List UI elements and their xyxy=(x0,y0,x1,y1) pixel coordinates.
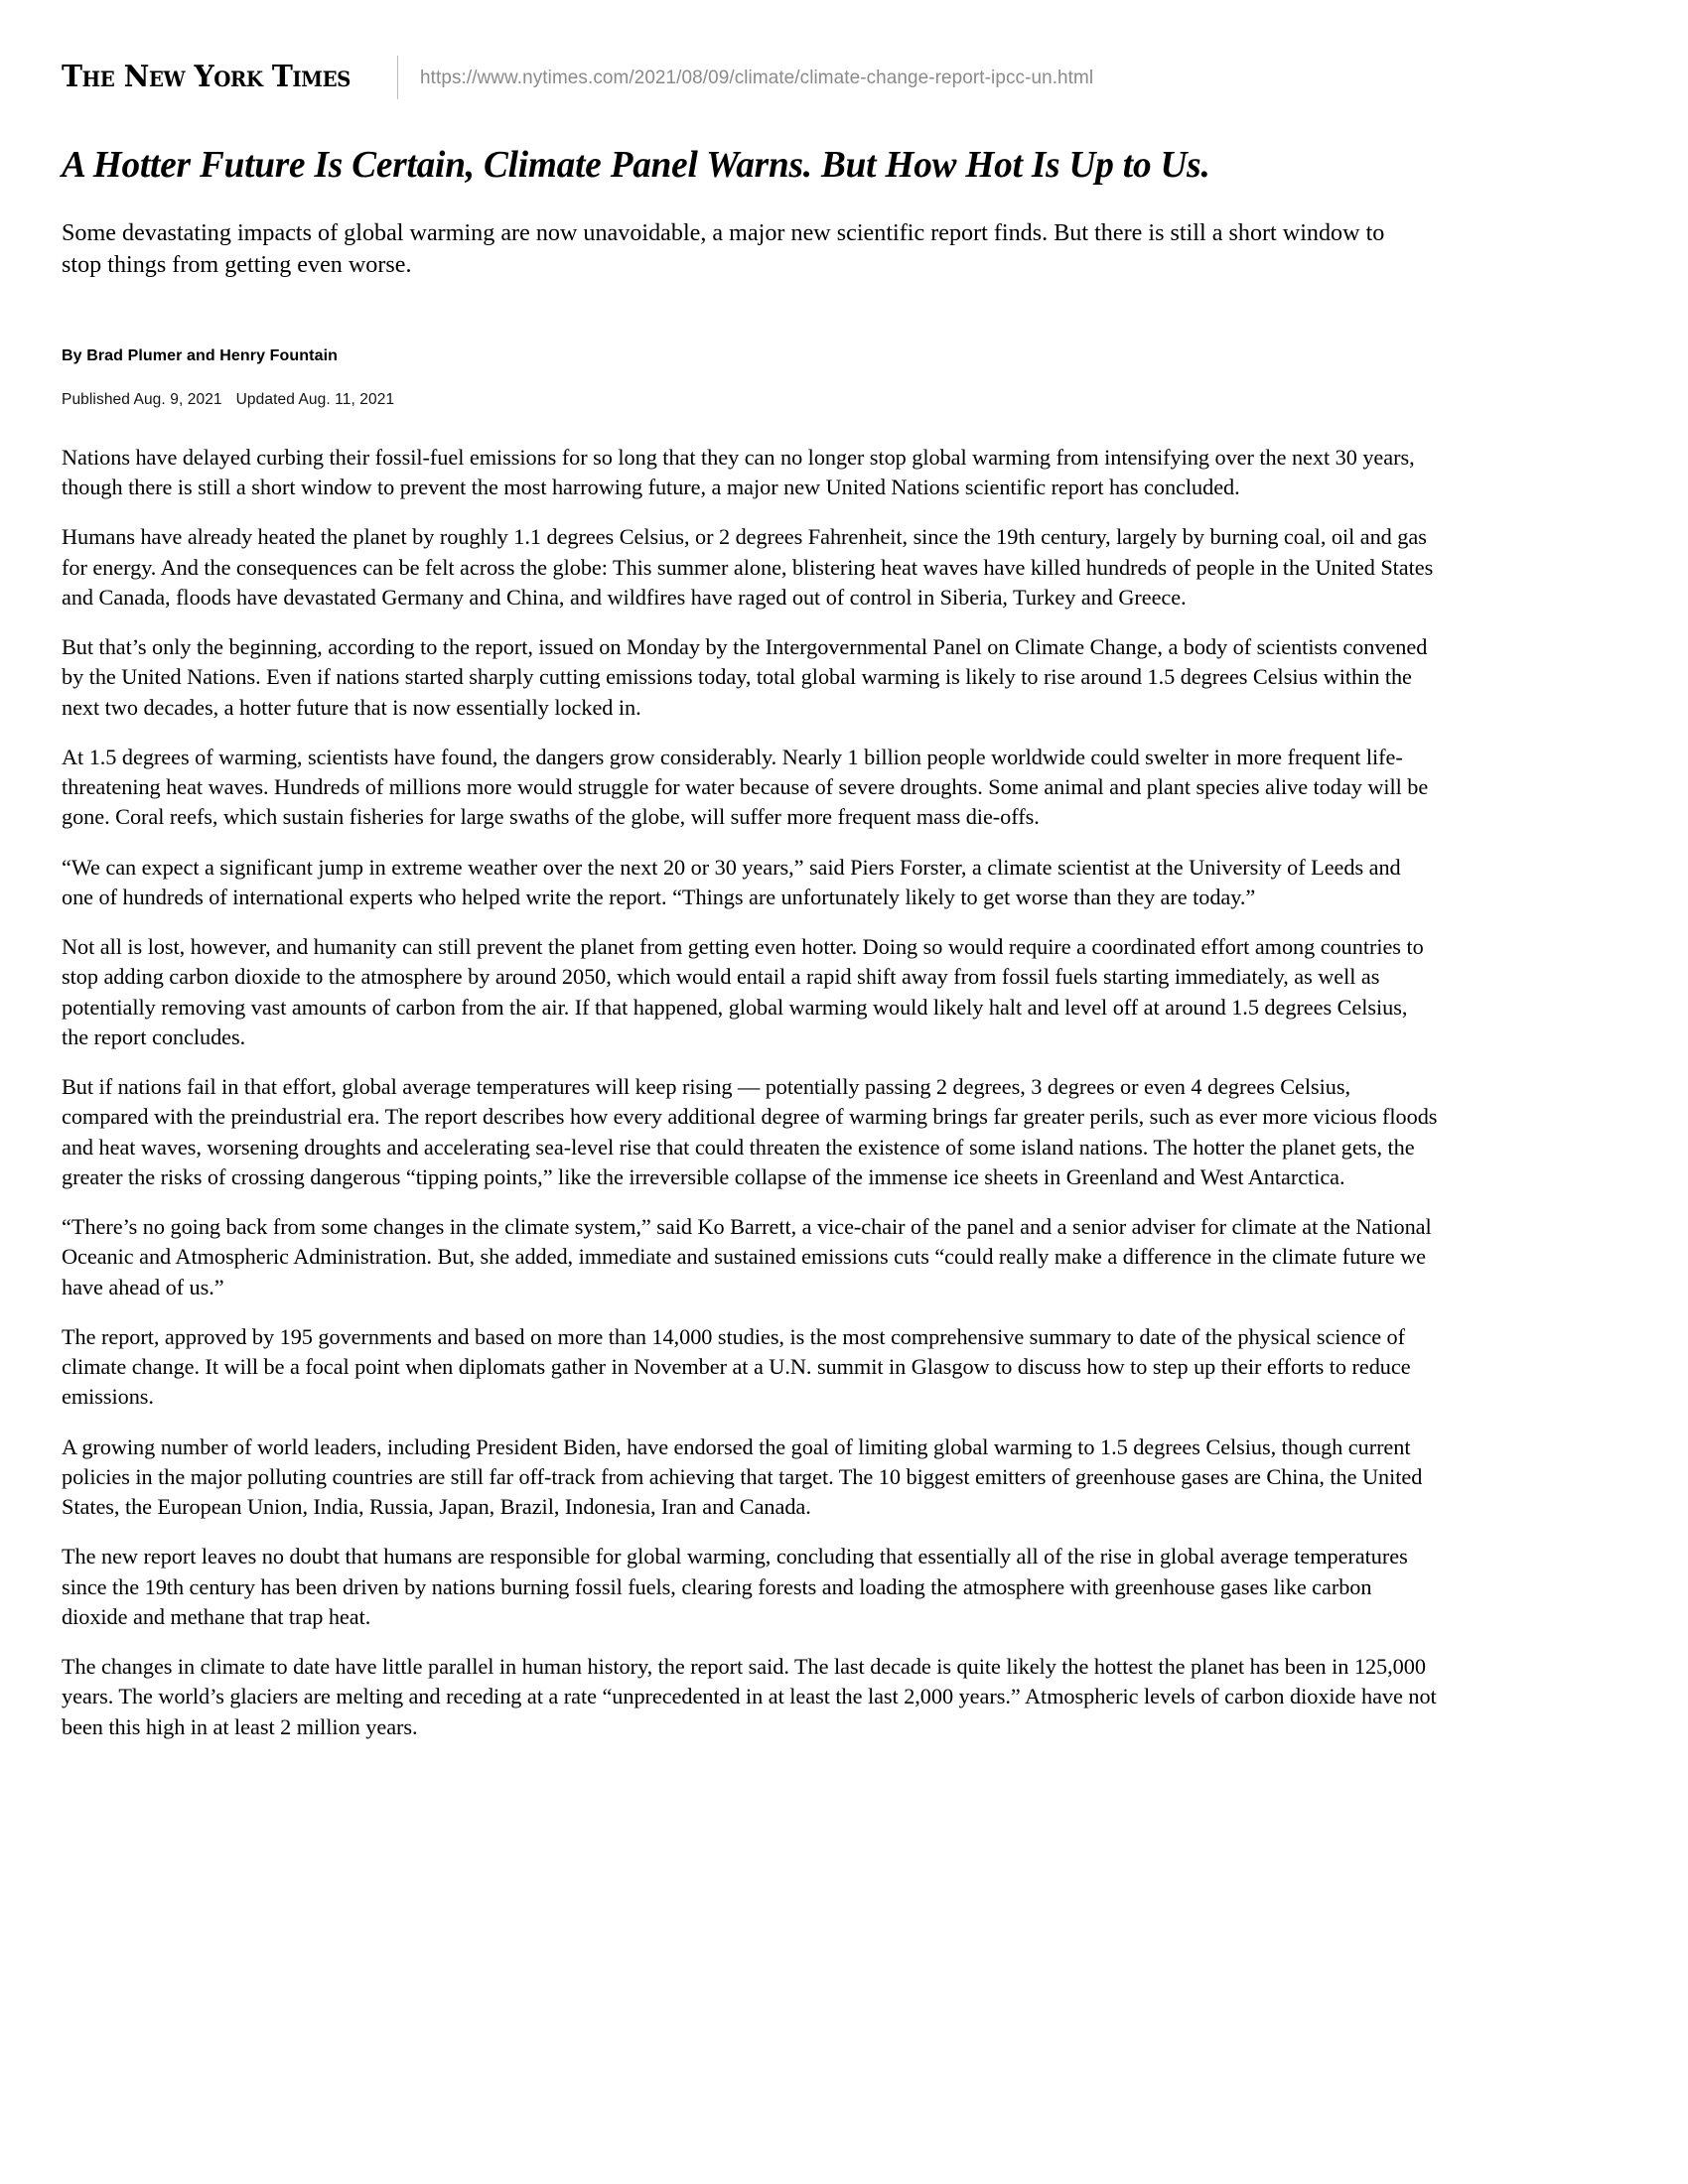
article-paragraph: Humans have already heated the planet by roughly 1.1 degrees Celsius, or 2 degrees Fahrenheit, since the 19th century, largely by burning coal, oil and gas for energy. And the consequences can be felt across the globe: This summer alone, blistering heat waves have killed hundreds of people in the United States and Canada, floods have devastated Germany and China, and wildfires have raged out of control in Siberia, Turkey and Greece. xyxy=(62,524,1434,610)
article-paragraph: The new report leaves no doubt that humans are responsible for global warming, concluding that essentially all of the rise in global average temperatures since the 19th century has been driven by nations burning fossil fuels, clearing forests and loading the atmosphere with greenhouse gases like carbon dioxide and methane that trap heat. xyxy=(62,1544,1408,1629)
masthead-divider xyxy=(397,56,398,99)
article-paragraph: At 1.5 degrees of warming, scientists have found, the dangers grow considerably. Nearly 1 billion people worldwide could swelter in more frequent life-threatening heat waves. Hundreds of millions more would struggle for water because of severe droughts. Some animal and plant species alive today will be gone. Coral reefs, which sustain fisheries for large swaths of the globe, will suffer more frequent mass die-offs. xyxy=(62,744,1429,830)
article-deck: Some devastating impacts of global warming are now unavoidable, a major new scientific report finds. But there is still a short window to stop things from getting even worse. xyxy=(62,218,1385,279)
article-paragraph: But that’s only the beginning, according to the report, issued on Monday by the Intergovernmental Panel on Climate Change, a body of scientists convened by the United Nations. Even if nations started sharply cutting emissions today, total global warming is likely to rise around 1.5 degrees Celsius within the next two decades, a hotter future that is now essentially locked in. xyxy=(62,634,1428,720)
article-paragraph: “There’s no going back from some changes in the climate system,” said Ko Barrett, a vice-chair of the panel and a senior adviser for climate at the National Oceanic and Atmospheric Administration. But, she added, immediate and sustained emissions cuts “could really make a difference in the climate future we have ahead of us.” xyxy=(62,1214,1432,1299)
page-title: A Hotter Future Is Certain, Climate Panel Warns. But How Hot Is Up to Us. xyxy=(62,144,1210,186)
article-paragraph: A growing number of world leaders, including President Biden, have endorsed the goal of limiting global warming to 1.5 degrees Celsius, though current policies in the major polluting countries are still far off-track from achieving that target. The 10 biggest emitters of greenhouse gases are China, the United States, the European Union, India, Russia, Japan, Brazil, Indonesia, Iran and Canada. xyxy=(62,1433,1423,1520)
article-paragraph: Nations have delayed curbing their fossil-fuel emissions for so long that they can no longer stop global warming from intensifying over the next 30 years, though there is still a short window to prevent the most harrowing future, a major new United Nations scientific report has concluded. xyxy=(62,444,1415,500)
article-content xyxy=(0,143,1688,1742)
article-paragraph: But if nations fail in that effort, global average temperatures will keep rising — potentially passing 2 degrees, 3 degrees or even 4 degrees Celsius, compared with the preindustrial era. The report describes how every additional degree of warming brings far greater perils, such as ever more vicious floods and heat waves, worsening droughts and accelerating sea-level rise that could threaten the existence of some island nations. The hotter the planet gets, the greater the risks of crossing dangerous “tipping points,” like the irreversible collapse of the immense ice sheets in Greenland and West Antarctica. xyxy=(62,1074,1438,1189)
updated-date: Updated Aug. 11, 2021 xyxy=(235,390,395,408)
article-paragraph: Not all is lost, however, and humanity can still prevent the planet from getting even hotter. Doing so would require a coordinated effort among countries to stop adding carbon dioxide to the atmosphere by around 2050, which would entail a rapid shift away from fossil fuels starting immediately, as well as potentially removing vast amounts of carbon from the air. If that happened, global warming would likely halt and level off at around 1.5 degrees Celsius, the report concludes. xyxy=(62,934,1424,1049)
article-body xyxy=(62,443,1626,1742)
article-paragraph: The report, approved by 195 governments and based on more than 14,000 studies, is the most comprehensive summary to date of the physical science of climate change. It will be a focal point when diplomats gather in November at a U.N. summit in Glasgow to discuss how to step up their efforts to reduce emissions. xyxy=(62,1323,1411,1410)
byline: By Brad Plumer and Henry Fountain xyxy=(62,346,339,364)
dateline xyxy=(62,391,1626,409)
masthead xyxy=(0,0,1688,99)
published-date: Published Aug. 9, 2021 xyxy=(62,390,222,408)
article-url[interactable]: https://www.nytimes.com/2021/08/09/climate/climate-change-report-ipcc-un.html xyxy=(419,66,1093,88)
article-paragraph: The changes in climate to date have little parallel in human history, the report said. The last decade is quite likely the hottest the planet has been in 125,000 years. The world’s glaciers are melting and receding at a rate “unprecedented in at least the last 2,000 years.” Atmospheric levels of carbon dioxide have not been this high in at least 2 million years. xyxy=(62,1654,1437,1739)
article-paragraph: “We can expect a significant jump in extreme weather over the next 20 or 30 years,” said Piers Forster, a climate scientist at the University of Leeds and one of hundreds of international experts who helped write the report. “Things are unfortunately likely to get worse than they are today.” xyxy=(62,854,1401,909)
nyt-logo: The New York Times xyxy=(62,60,351,94)
